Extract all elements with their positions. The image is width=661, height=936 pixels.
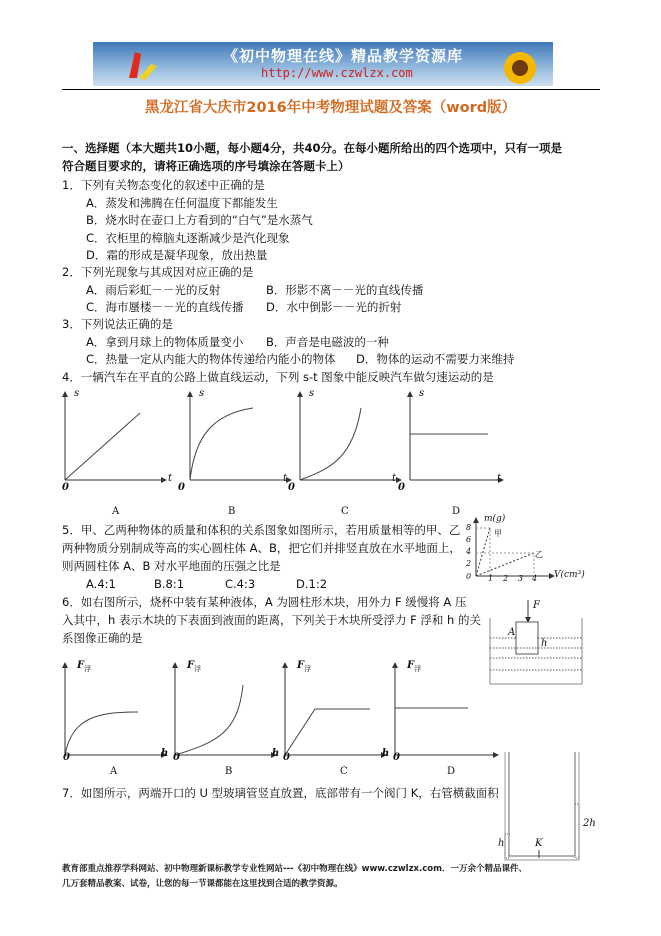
q1-option-c: C．衣柜里的樟脑丸逐渐减少是汽化现象 [86,231,290,245]
depth-label: h [541,638,548,649]
q3-option-c: C．热量一定从内能大的物体传递给内能小的物体 [86,352,336,366]
header-rule [62,89,600,90]
axis-f-sub: 浮 [194,665,202,673]
graph-label-c: C [341,506,349,517]
graph-b [175,663,276,755]
line-a [65,413,140,480]
q1-option-b: B．烧水时在壶口上方看到的“白气”是水蒸气 [86,213,313,227]
origin-label: 0 [398,482,405,493]
x-tick: 0 [466,572,472,581]
graph-d [395,663,498,755]
graph-d [410,392,503,480]
site-banner [93,42,553,86]
origin-label: 0 [288,482,295,493]
axis-label: t [392,473,397,484]
graph-b [190,392,291,480]
axis-label [297,660,311,674]
axis-label [77,660,91,674]
q7-stem: 7．如图所示，两端开口的 U 型玻璃管竖直放置，底部带有一个阀门 K，右管横截面积 [62,786,499,800]
axis-f-sub: 浮 [304,665,312,673]
section-heading: 一、选择题（本大题共10小题，每小题4分，共40分。在每小题所给出的四个选项中，只有一项是 [62,141,563,155]
q6-line-2: 入其中，h 表示木块的下表面到液面的距离，下列关于木块所受浮力 F 浮和 h 的关 [62,613,481,627]
q2-option-a: A．雨后彩虹－－光的反射 [86,283,221,297]
axis-label: s [74,388,80,399]
axis-f: F [297,660,305,671]
page-title: 黑龙江省大庆市2016年中考物理试题及答案（word版） [144,100,517,116]
section-heading-cont: 符合题目要求的，请将正确选项的序号填涂在答题卡上） [62,159,350,173]
height-2h-label: 2h [583,818,596,829]
axis-label: s [199,388,205,399]
q5-option-d: D.1:2 [296,577,328,591]
footer-line-2: 几万套精品教案、试卷，让您的每一节课都能在这里找到合适的教学资源。 [62,879,343,889]
y-tick: 4 [466,547,472,556]
q3-option-b: B．声音是电磁波的一种 [266,335,389,349]
q1-option-a: A．蒸发和沸腾在任何温度下都能发生 [86,196,278,210]
y-axis-label: m(g) [484,514,506,524]
height-h-label: h [498,838,505,849]
x-axis-label: V(cm³) [554,570,585,580]
origin-label: 0 [393,752,400,763]
origin-label: 0 [283,752,290,763]
graph-label-d: D [452,506,461,517]
footer-line-1: 教育部重点推荐学科网站、初中物理新课标教学专业性网站---《初中物理在线》www.czwlzx.com．一万余个精品课件、 [62,864,527,874]
q3-option-d: D．物体的运动不需要力来维持 [356,352,515,366]
graph-label-a: A [110,766,118,777]
q5-line-1: 5．甲、乙两种物体的质量和体积的关系图象如图所示，若用质量相等的甲、乙 [62,523,461,537]
page-footer [62,862,527,892]
y-tick: 8 [466,523,472,532]
axis-label: h [382,748,390,759]
series-label-jia: 甲 [494,529,502,538]
q2-stem: 2．下列光现象与其成因对应正确的是 [62,265,254,279]
graph-label-d: D [447,766,456,777]
graph-c [285,663,386,755]
axis-f-sub: 浮 [414,665,422,673]
q4-st-graphs [58,386,508,506]
axis-label: t [497,473,502,484]
graph-c [300,392,401,480]
axis-f: F [407,660,415,671]
banner-title: 《初中物理在线》精品教学资源库 [223,47,464,65]
q2-option-c: C．海市蜃楼－－光的直线传播 [86,300,244,314]
origin-label: 0 [178,482,185,493]
y-tick: 2 [466,559,472,568]
x-tick: 2 [503,574,509,583]
axis-label [187,660,201,674]
axis-f: F [77,660,85,671]
axis-label: t [283,473,288,484]
graph-label-a: A [112,506,120,517]
axis-label: h [272,748,280,759]
q4-stem: 4．一辆汽车在平直的公路上做直线运动，下列 s-t 图象中能反映汽车做匀速运动的是 [62,370,494,384]
y-tick: 6 [466,535,472,544]
axis-f-sub: 浮 [84,665,92,673]
x-tick: 1 [488,574,494,583]
axis-label: s [419,388,425,399]
q5-line-3: 则两圆柱体 A、B 对水平地面的压强之比是 [62,559,281,573]
x-tick: 3 [518,574,524,583]
q3-stem: 3．下列说法正确的是 [62,317,173,331]
graph-a [65,663,166,755]
origin-label: 0 [62,482,69,493]
q3-option-a: A．拿到月球上的物体质量变小 [86,335,244,349]
q5-line-2: 两种物质分别制成等高的实心圆柱体 A、B，把它们并排竖直放在水平地面上， [62,541,461,555]
q1-stem: 1．下列有关物态变化的叙述中正确的是 [62,178,265,192]
origin-label: 0 [63,752,70,763]
q1-option-d: D．霜的形成是凝华现象，放出热量 [86,248,268,262]
banner-url: http://www.czwlzx.com [261,66,413,80]
q2-option-d: D．水中倒影－－光的折射 [266,300,402,314]
logo-icon [121,48,161,82]
q6-line-1: 6．如右图所示，烧杯中装有某种液体，A 为圆柱形木块，用外力 F 缓慢将 A 压 [62,595,467,609]
graph-a [65,392,166,480]
axis-label [407,660,421,674]
graph-label-c: C [340,766,348,777]
valve-label: K [535,838,543,849]
block-label: A [508,627,516,638]
force-label: F [533,600,540,611]
axis-label: t [168,473,173,484]
x-tick: 4 [532,574,538,583]
axis-f: F [187,660,195,671]
q6-line-3: 系图像正确的是 [62,631,143,645]
q5-option-b: B.8:1 [154,577,185,591]
q5-option-c: C.4:3 [225,577,256,591]
axis-label: s [309,388,315,399]
graph-label-b: B [228,506,236,517]
sunflower-icon [488,46,548,86]
axis-label: h [161,748,169,759]
origin-label: 0 [173,752,180,763]
q2-option-b: B．形影不离－－光的直线传播 [266,283,424,297]
graph-label-b: B [225,766,233,777]
series-label-yi: 乙 [535,550,543,559]
q5-option-a: A.4:1 [86,577,116,591]
